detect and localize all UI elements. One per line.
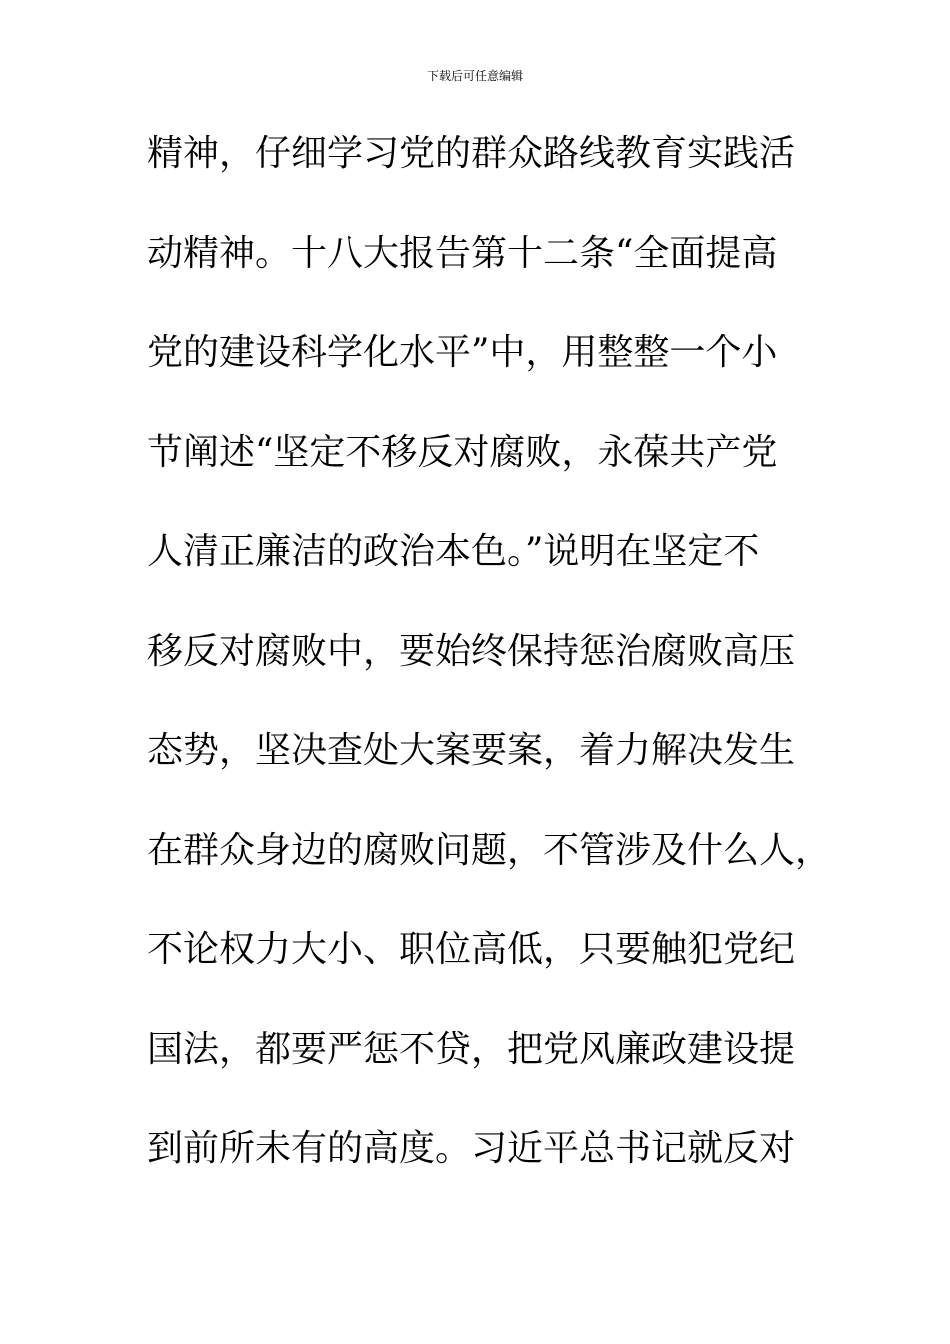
text-line: 移反对腐败中，要始终保持惩治腐败高压 bbox=[147, 630, 796, 672]
text-line: 态势，坚决查处大案要案，着力解决发生 bbox=[147, 730, 796, 771]
body-paragraph bbox=[147, 128, 832, 1223]
text-line: 国法，都要严惩不贷，把党风廉政建设提 bbox=[147, 1028, 796, 1070]
text-line: 不论权力大小、职位高低，只要触犯党纪 bbox=[147, 929, 796, 970]
text-line: 党的建设科学化水平”中，用整整一个小 bbox=[147, 332, 778, 373]
text-line: 动精神。十八大报告第十二条“全面提高 bbox=[147, 232, 778, 274]
text-line: 人清正廉洁的政治本色。”说明在坚定不 bbox=[147, 531, 760, 572]
page-header: 下载后可任意编辑 bbox=[426, 69, 523, 83]
text-line: 节阐述“坚定不移反对腐败，永葆共产党 bbox=[147, 431, 778, 473]
text-line: 在群众身边的腐败问题，不管涉及什么人， bbox=[147, 829, 832, 871]
text-line: 精神，仔细学习党的群众路线教育实践活 bbox=[147, 133, 796, 174]
text-line: 到前所未有的高度。习近平总书记就反对 bbox=[147, 1128, 796, 1169]
